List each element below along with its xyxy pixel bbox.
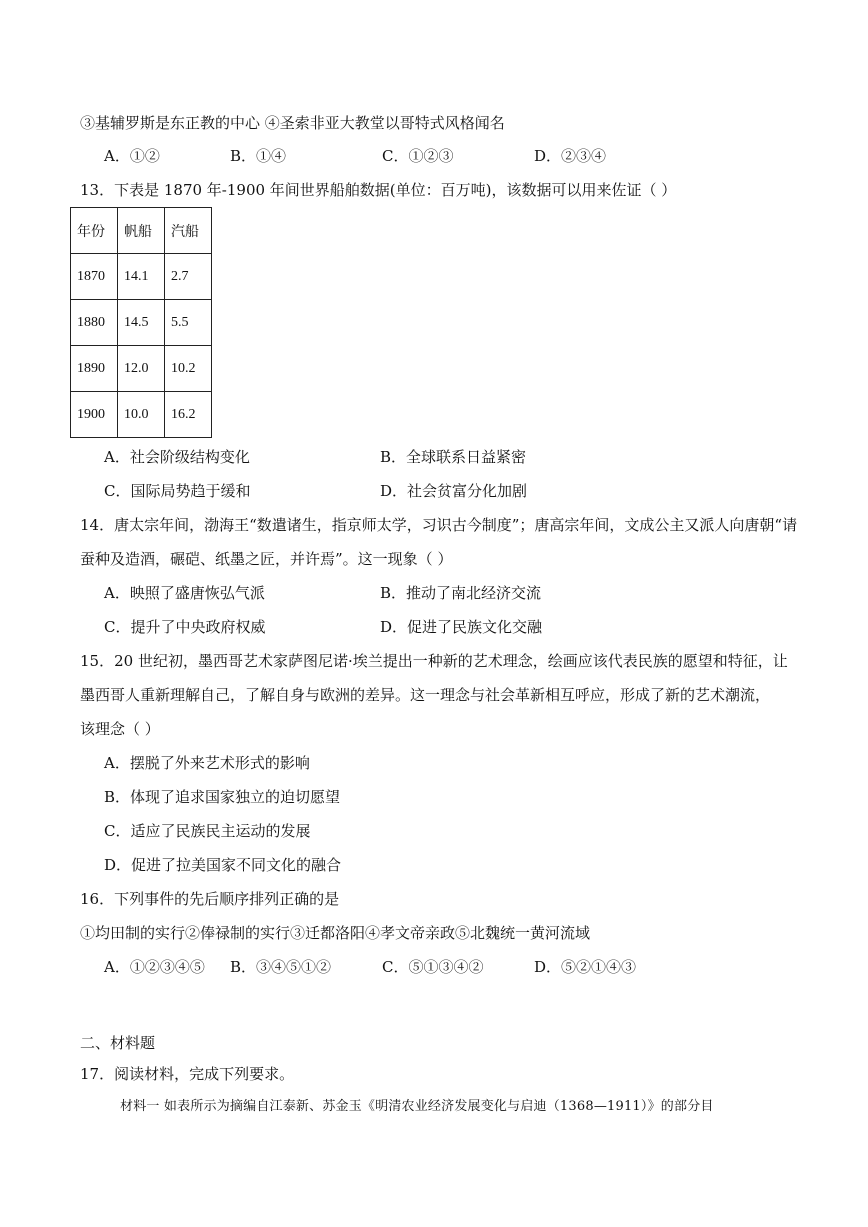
- q16-items: ①均田制的实行②俸禄制的实行③迁都洛阳④孝文帝亲政⑤北魏统一黄河流域: [80, 924, 591, 942]
- table-cell: 1900: [71, 392, 118, 438]
- q13-option-a: A．社会阶级结构变化: [104, 448, 250, 466]
- table-row: [71, 346, 212, 392]
- q16-option-b: B．③④⑤①②: [230, 958, 332, 976]
- q12-option-a: A．①②: [104, 147, 160, 165]
- q15-stem-line3: 该理念（ ）: [80, 720, 160, 738]
- material1-text: 材料一 如表所示为摘编自江泰新、苏金玉《明清农业经济发展变化与启迪（1368—1911）》的部分目: [120, 1099, 714, 1114]
- q13-stem: 13．下表是 1870 年-1900 年间世界船舶数据(单位：百万吨)，该数据可以用来佐证（ ）: [80, 181, 677, 199]
- table-cell: 10.2: [165, 346, 212, 392]
- q12-option-d: D．②③④: [534, 147, 607, 165]
- q13-option-b: B．全球联系日益紧密: [380, 448, 527, 466]
- table-row: [71, 254, 212, 300]
- table-cell: 2.7: [165, 254, 212, 300]
- table-header-cell: 年份: [71, 208, 118, 254]
- q14-stem-line1: 14．唐太宗年间，渤海王“数遣诸生，指京师太学，习识古今制度”；唐高宗年间，文成公主又派人向唐朝“请: [80, 516, 798, 534]
- q12-option-c: C．①②③: [382, 147, 454, 165]
- q13-option-c: C．国际局势趋于缓和: [104, 482, 251, 500]
- ship-data-table: [70, 207, 212, 438]
- section-title: 二、材料题: [80, 1034, 156, 1052]
- q12-option-b: B．①④: [230, 147, 287, 165]
- table-row: [71, 300, 212, 346]
- table-cell: 1880: [71, 300, 118, 346]
- table-header-row: [71, 208, 212, 254]
- table-cell: 16.2: [165, 392, 212, 438]
- table-cell: 12.0: [118, 346, 165, 392]
- q14-stem-line2: 蚕种及造酒，碾硙、纸墨之匠，并许焉”。这一现象（ ）: [80, 550, 453, 568]
- q13-option-d: D．社会贫富分化加剧: [380, 482, 528, 500]
- q16-option-d: D．⑤②①④③: [534, 958, 637, 976]
- q14-option-d: D．促进了民族文化交融: [380, 618, 543, 636]
- q15-option-d: D．促进了拉美国家不同文化的融合: [104, 856, 342, 874]
- q15-option-c: C．适应了民族民主运动的发展: [104, 822, 311, 840]
- q17-stem: 17．阅读材料，完成下列要求。: [80, 1065, 295, 1083]
- q16-stem: 16．下列事件的先后顺序排列正确的是: [80, 890, 340, 908]
- table-row: [71, 392, 212, 438]
- q14-option-c: C．提升了中央政府权威: [104, 618, 266, 636]
- table-header-cell: 汽船: [165, 208, 212, 254]
- table-cell: 1870: [71, 254, 118, 300]
- q15-stem-line2: 墨西哥人重新理解自己，了解自身与欧洲的差异。这一理念与社会革新相互呼应，形成了新的艺术潮流，: [80, 686, 771, 704]
- table-cell: 14.5: [118, 300, 165, 346]
- table-header-cell: 帆船: [118, 208, 165, 254]
- q16-option-c: C．⑤①③④②: [382, 958, 484, 976]
- table-cell: 10.0: [118, 392, 165, 438]
- table-cell: 1890: [71, 346, 118, 392]
- table-cell: 5.5: [165, 300, 212, 346]
- q14-option-b: B．推动了南北经济交流: [380, 584, 542, 602]
- q15-option-b: B．体现了追求国家独立的迫切愿望: [104, 788, 341, 806]
- q16-option-a: A．①②③④⑤: [104, 958, 205, 976]
- q12-stem-tail: ③基辅罗斯是东正教的中心 ④圣索非亚大教堂以哥特式风格闻名: [80, 114, 505, 132]
- q14-option-a: A．映照了盛唐恢弘气派: [104, 584, 265, 602]
- q15-option-a: A．摆脱了外来艺术形式的影响: [104, 754, 310, 772]
- table-cell: 14.1: [118, 254, 165, 300]
- q15-stem-line1: 15．20 世纪初，墨西哥艺术家萨图尼诺·埃兰提出一种新的艺术理念，绘画应该代表民族的愿望和特征，让: [80, 652, 788, 670]
